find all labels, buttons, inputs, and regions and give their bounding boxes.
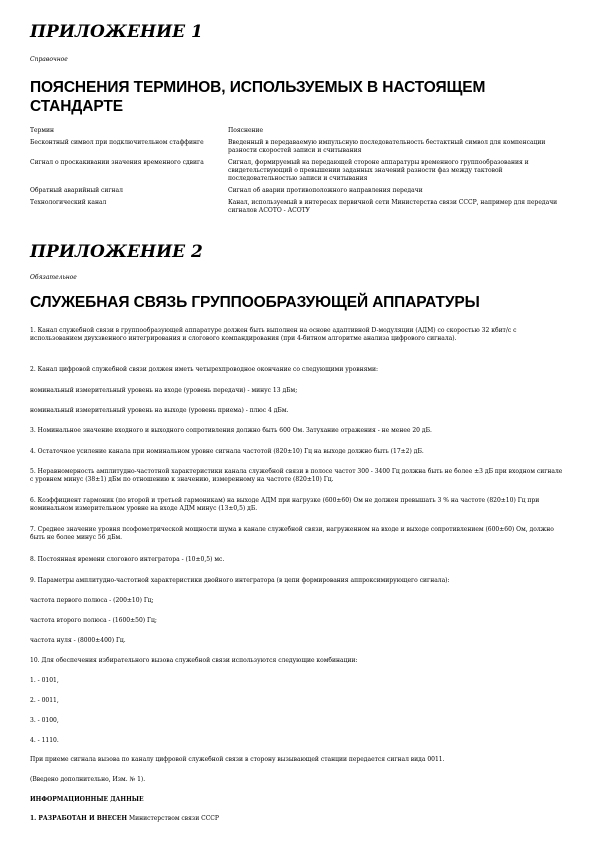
paragraph: 2. Канал цифровой служебной связи должен иметь четырехпроводное окончание со следующими уровнями: (30, 366, 379, 373)
paragraph: При приеме сигнала вызова по каналу цифровой служебной связи в сторону вызывающей станции передается сигнал вида 0011. (30, 756, 445, 763)
table-cell-explanation: Сигнал, формируемый на передающей стороне аппаратуры временного группообразования и свидетельствующий о превышении заданных значений разности фаз между тактовой последовательностью записи и считывания (228, 159, 529, 182)
paragraph: 10. Для обеспечения избирательного вызова служебной связи используются следующие комбинации: (30, 657, 358, 664)
table-row (30, 187, 565, 199)
appendix-1-heading: ПРИЛОЖЕНИЕ 1 (30, 22, 203, 42)
paragraph: 3. Номинальное значение входного и выходного сопротивления должно быть 600 Ом. Затухание отражения - не менее 20 дБ. (30, 427, 432, 434)
paragraph: 1. - 0101, (30, 677, 59, 684)
paragraph: 4. - 1110. (30, 737, 59, 744)
info-item-1-label: 1. РАЗРАБОТАН И ВНЕСЕН (30, 815, 128, 822)
appendix-2-heading: ПРИЛОЖЕНИЕ 2 (30, 242, 203, 262)
table-row (30, 199, 565, 219)
info-heading: ИНФОРМАЦИОННЫЕ ДАННЫЕ (30, 796, 144, 803)
table-cell-explanation: Сигнал об аварии противоположного направления передачи (228, 187, 423, 194)
terms-table-header (30, 127, 565, 139)
paragraph: (Введено дополнительно, Изм. № 1). (30, 776, 146, 783)
paragraph: 7. Среднее значение уровня псофометрической мощности шума в канале служебной связи, нагруженном на входе и выходе сопротивлением (600±60) Ом, должно быть не более минус 56 дБм. (30, 526, 554, 541)
appendix-1-status: Справочное (30, 56, 68, 63)
info-item-1 (30, 815, 565, 823)
table-row (30, 139, 565, 159)
table-cell-explanation: Канал, используемый в интересах первичной сети Министерства связи СССР, например для передачи сигналов АСОТО - АСОТУ (228, 199, 558, 214)
paragraph: 8. Постоянная времени слогового интегратора - (10±0,5) мс. (30, 556, 225, 563)
paragraph: частота нуля - (8000±400) Гц. (30, 637, 126, 644)
table-header-explanation: Пояснение (228, 127, 264, 134)
terms-table (30, 127, 565, 219)
paragraph: номинальный измерительный уровень на входе (уровень передачи) - минус 13 дБм; (30, 387, 298, 394)
paragraph: 2. - 0011, (30, 697, 59, 704)
paragraph: частота первого полюса - (200±10) Гц; (30, 597, 154, 604)
table-header-term: Термин (30, 127, 55, 134)
appendix-2-status: Обязательное (30, 274, 77, 281)
paragraph: 6. Коэффициент гармоник (по второй и третьей гармоникам) на выходе АДМ при нагрузке (600±60) Ом не должен превышать 3 % на частоте (820±10) Гц при номинальном измерительном уровне на входе АДМ минус (13±0,5) дБ. (30, 497, 540, 512)
table-cell-term: Бесконтный символ при подключительном стаффинге (30, 139, 204, 146)
paragraph: частота второго полюса - (1600±50) Гц; (30, 617, 157, 624)
table-row (30, 159, 565, 187)
paragraph: 3. - 0100, (30, 717, 59, 724)
appendix-1-title: ПОЯСНЕНИЯ ТЕРМИНОВ, ИСПОЛЬЗУЕМЫХ В НАСТОЯЩЕМ СТАНДАРТЕ (30, 79, 486, 115)
table-cell-explanation: Введенный в передаваемую импульсную последовательность бестактный символ для компенсации разности скоростей записи и считывания (228, 139, 546, 154)
paragraph: 1. Канал служебной связи в группообразующей аппаратуре должен быть выполнен на основе адаптивной D-модуляции (АДМ) со скоростью 32 кбит/с с использованием двухзвенного интегрирования и слогового компандирования (при 4-битном алгоритме анализа цифрового сигнала). (30, 327, 517, 342)
table-cell-term: Обратный аварийный сигнал (30, 187, 123, 194)
paragraph: 9. Параметры амплитудно-частотной характеристики двойного интегратора (в цепи формирования аппроксимирующего сигнала): (30, 577, 450, 584)
info-item-1-text: Министерством связи СССР (127, 815, 219, 822)
table-cell-term: Технологический канал (30, 199, 107, 206)
table-cell-term: Сигнал о проскакивании значения временного сдвига (30, 159, 204, 166)
paragraph: номинальный измерительный уровень на выходе (уровень приема) - плюс 4 дБм. (30, 407, 289, 414)
appendix-2-title: СЛУЖЕБНАЯ СВЯЗЬ ГРУППООБРАЗУЮЩЕЙ АППАРАТУРЫ (30, 294, 480, 311)
paragraph: 5. Неравномерность амплитудно-частотной характеристики канала служебной связи в полосе частот 300 - 3400 Гц должна быть не более ±3 дБ при входном сигнале с уровнем минус (38±1) дБм по отношению к значению, измеренному на частоте (820±10) Гц. (30, 468, 563, 483)
paragraph: 4. Остаточное усиление канала при номинальном уровне сигнала частотой (820±10) Гц на выходе должно быть (17±2) дБ. (30, 448, 424, 455)
